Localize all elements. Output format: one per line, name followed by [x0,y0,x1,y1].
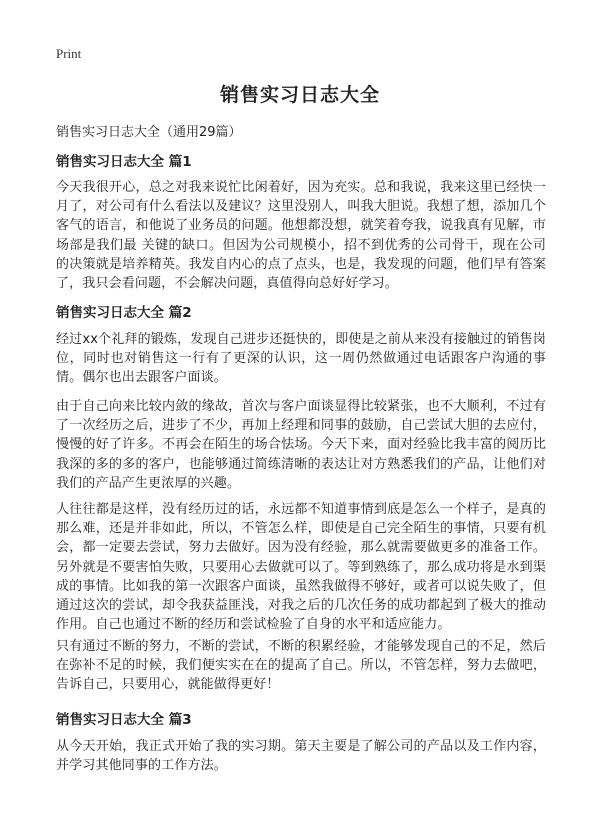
print-link[interactable]: Print [56,46,82,61]
section-1-paragraph-1: 今天我很开心，总之对我来说忙比闲着好，因为充实。总和我说，我来这里已经快一月了，对公司有什么看法以及建议？这里没别人，叫我大胆说。我想了想，添加几个客气的语言，和他说了业务员的问题。他想都没想，就笑着夸我，说我真有见解，市场部是我们最 关键的缺口。但因为公司规模小，招不到优秀的公司骨干，现在公司的决策就是培养精英。我发自内心的点了点头，也是，我发现的问题，他们早有答案了，我只会看问题，不会解决问题，真值得向总好好学习。 [56,180,546,292]
section-2-paragraph-4: 只有通过不断的努力，不断的尝试，不断的积累经验，才能够发现自己的不足，然后在弥补不足的时候，我们便实实在在的提高了自己。所以，不管怎样，努力去做吧，告诉自己，只要用心，就能做得更好！ [56,639,546,693]
section-2-paragraph-1: 经过xx个礼拜的锻炼，发现自己进步还挺快的，即使是之前从来没有接触过的销售岗位，同时也对销售这一行有了更深的认识，这一周仍然做通过电话跟客户沟通的事情。偶尔也出去跟客户面谈。 [56,332,546,386]
section-2-paragraph-2: 由于自己向来比较内敛的缘故，首次与客户面谈显得比较紧张，也不大顺利，不过有了一次经历之后，进步了不少，再加上经理和同事的鼓励，自己尝试大胆的去应付，慢慢的好了许多。不再会在陌生的场合怯场。今天下来，面对经验比我丰富的阅历比我深的多的多的客户，也能够通过简练清晰的表达让对方熟悉我们的产品，让他们对我们的产品产生更浓厚的兴趣。 [56,399,546,491]
section-2-paragraph-3: 人往往都是这样，没有经历过的话，永远都不知道事情到底是怎么一个样子，是真的那么难，还是并非如此，所以，不管怎么样，即使是自己完全陌生的事情，只要有机会，都一定要去尝试，努力去做好。因为没有经验，那么就需要做更多的准备工作。另外就是不要害怕失败，只要用心去做就可以了。等到熟练了，那么成功将是水到渠成的事情。比如我的第一次跟客户面谈，虽然我做得不够好，或者可以说失败了，但通过这次的尝试，却令我获益匪浅，对我之后的几次任务的成功都起到了极大的推动作用。自己也通过不断的经历和尝试检验了自身的水平和适应能力。 [56,502,546,633]
section-heading-3: 销售实习日志大全 篇3 [56,712,192,728]
section-heading-1: 销售实习日志大全 篇1 [56,154,192,170]
page-title: 销售实习日志大全 [219,84,380,106]
section-heading-2: 销售实习日志大全 篇2 [56,305,192,321]
section-3-paragraph-1: 从今天开始，我正式开始了我的实习期。第天主要是了解公司的产品以及工作内容，并学习其他同事的工作方法。 [56,739,546,774]
document-subtitle: 销售实习日志大全（通用29篇） [56,125,242,140]
